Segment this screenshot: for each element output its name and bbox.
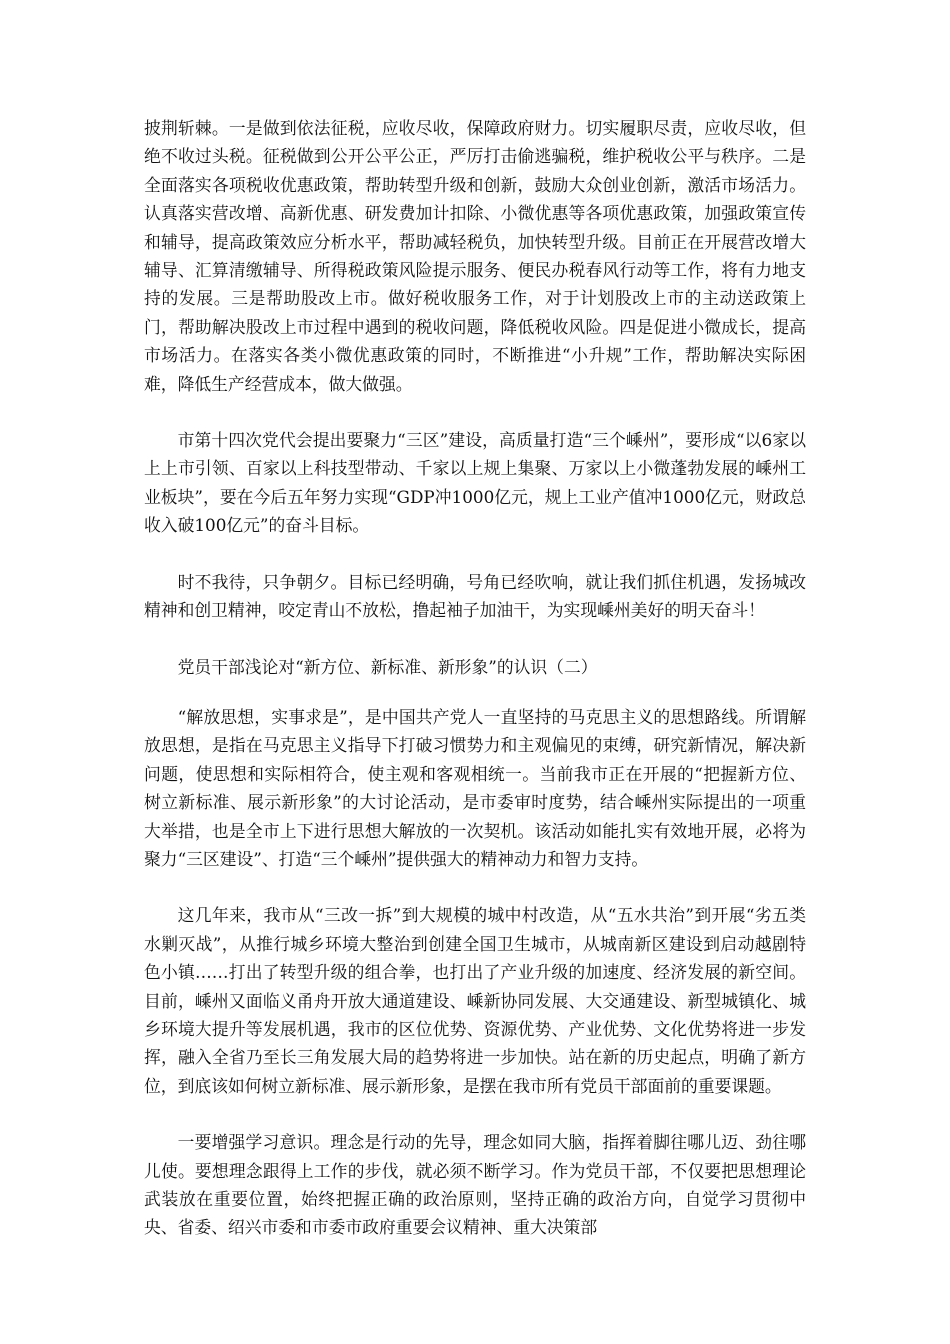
paragraph-party-congress-goals: 市第十四次党代会提出要聚力“三区”建设，高质量打造“三个嵊州”，要形成“以6家以上上市引领、百家以上科技型带动、千家以上规上集聚、万家以上小微蓬勃发展的嵊州工业板块”，要在今后五年努力实现“GDP冲1000亿元，规上工业产值冲1000亿元，财政总收入破100亿元”的奋斗目标。 [144, 430, 806, 536]
paragraph-recent-development: 这几年来，我市从“三改一拆”到大规模的城中村改造，从“五水共治”到开展“劣五类水剿灭战”，从推行城乡环境大整治到创建全国卫生城市，从城南新区建设到启动越剧特色小镇……打出了转型升级的组合拳，也打出了产业升级的加速度、经济发展的新空间。目前，嵊州又面临义甬舟开放大通道建设、嵊新协同发展、大交通建设、新型城镇化、城乡环境大提升等发展机遇，我市的区位优势、资源优势、产业优势、文化优势将进一步发挥，融入全省乃至长三角发展大局的趋势将进一步加快。站在新的历史起点，明确了新方位，到底该如何树立新标准、展示新形象，是摆在我市所有党员干部面前的重要课题。 [144, 905, 806, 1096]
section-heading: 党员干部浅论对“新方位、新标准、新形象”的认识（二） [177, 656, 598, 677]
paragraph-emancipate-mind: “解放思想，实事求是”，是中国共产党人一直坚持的马克思主义的思想路线。所谓解放思想，是指在马克思主义指导下打破习惯势力和主观偏见的束缚，研究新情况，解决新问题，使思想和实际相符合，使主观和客观相统一。当前我市正在开展的“把握新方位、树立新标准、展示新形象”的大讨论活动，是市委审时度势，结合嵊州实际提出的一项重大举措，也是全市上下进行思想大解放的一次契机。该活动如能扎实有效地开展，必将为聚力“三区建设”、打造“三个嵊州”提供强大的精神动力和智力支持。 [144, 706, 806, 869]
paragraph-learning-awareness: 一要增强学习意识。理念是行动的先导，理念如同大脑，指挥着脚往哪儿迈、劲往哪儿使。要想理念跟得上工作的步伐，就必须不断学习。作为党员干部，不仅要把思想理论武装放在重要位置，始终把握正确的政治原则，坚持正确的政治方向，自觉学习贯彻中央、省委、绍兴市委和市委市政府重要会议精神、重大决策部 [144, 1132, 806, 1238]
paragraph-tax-measures: 披荆斩棘。一是做到依法征税，应收尽收，保障政府财力。切实履职尽责，应收尽收，但绝不收过头税。征税做到公开公平公正，严厉打击偷逃骗税，维护税收公平与秩序。二是全面落实各项税收优惠政策，帮助转型升级和创新，鼓励大众创业创新，激活市场活力。认真落实营改增、高新优惠、研发费加计扣除、小微优惠等各项优惠政策，加强政策宣传和辅导，提高政策效应分析水平，帮助减轻税负，加快转型升级。目前正在开展营改增大辅导、汇算清缴辅导、所得税政策风险提示服务、便民办税春风行动等工作，将有力地支持的发展。三是帮助股改上市。做好税收服务工作，对于计划股改上市的主动送政策上门，帮助解决股改上市过程中遇到的税收问题，降低税收风险。四是促进小微成长，提高市场活力。在落实各类小微优惠政策的同时，不断推进“小升规”工作，帮助解决实际困难，降低生产经营成本，做大做强。 [144, 118, 806, 394]
paragraph-call-to-action: 时不我待，只争朝夕。目标已经明确，号角已经吹响，就让我们抓住机遇，发扬城改精神和创卫精神，咬定青山不放松，撸起袖子加油干，为实现嵊州美好的明天奋斗！ [144, 571, 806, 621]
document-page [144, 114, 806, 1270]
